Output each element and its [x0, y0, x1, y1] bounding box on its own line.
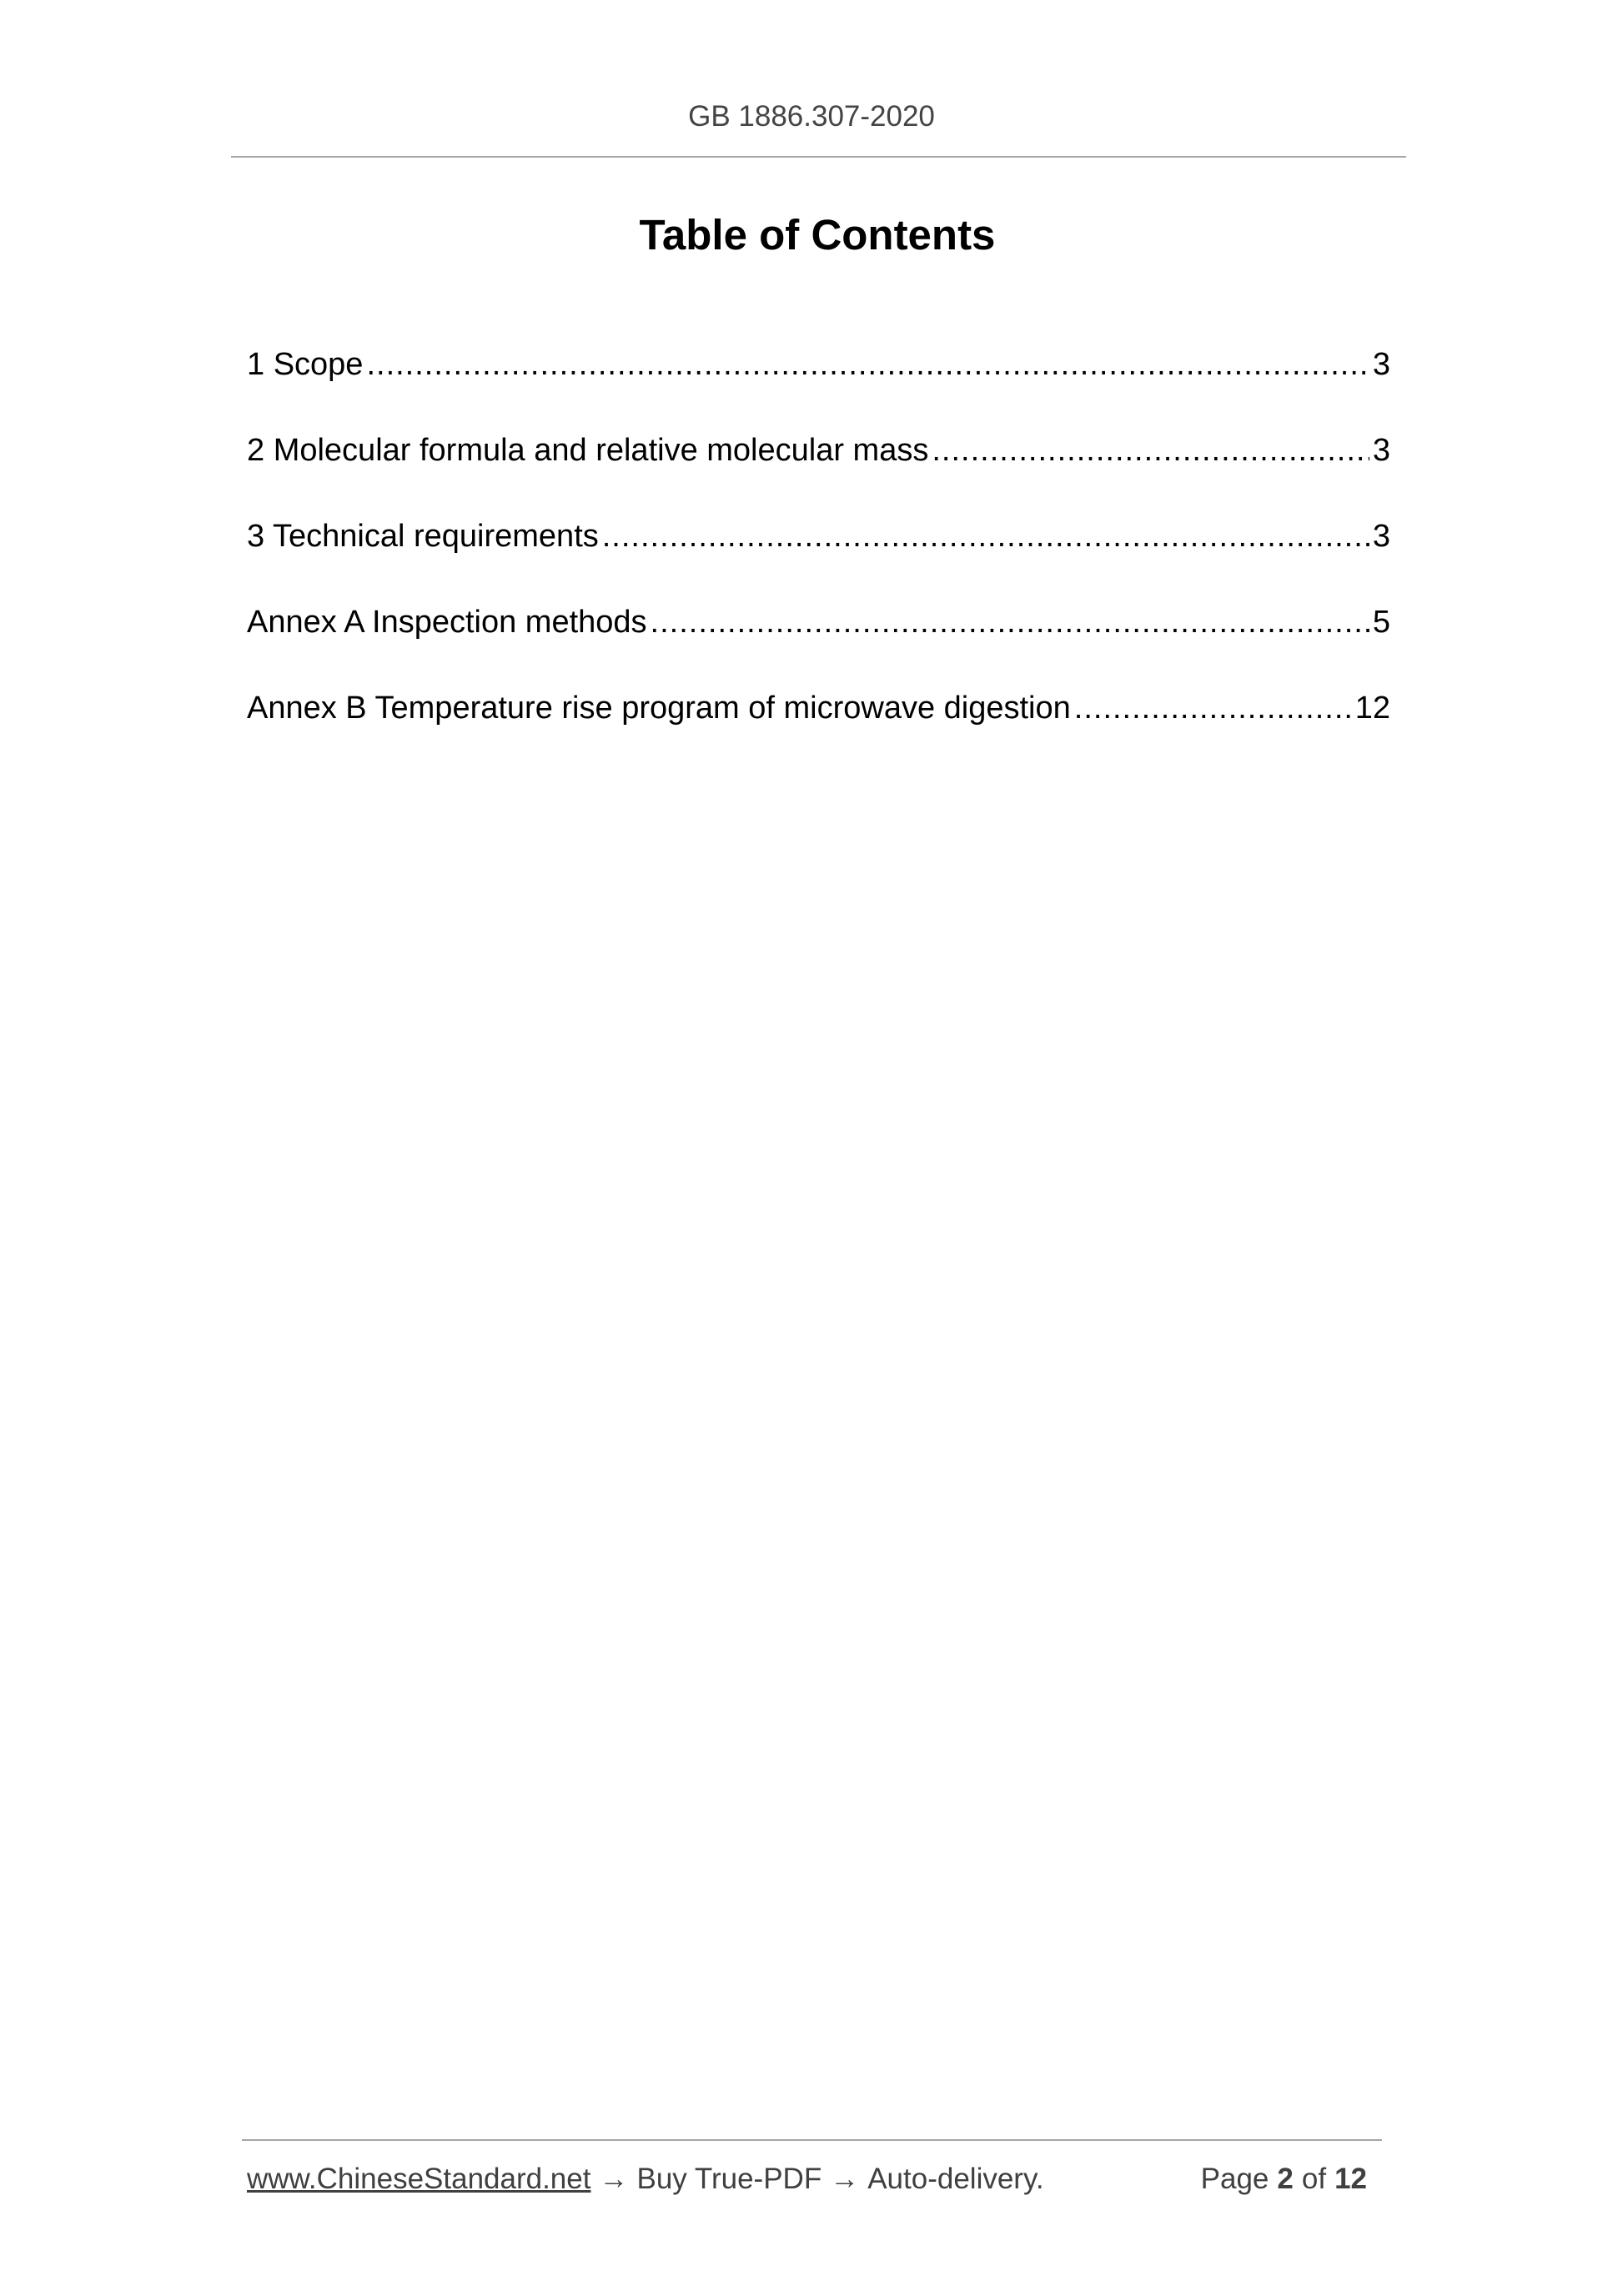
toc-title: Table of Contents — [639, 211, 996, 259]
toc-dot-leader — [932, 425, 1369, 475]
toc-entry-page: 3 — [1372, 519, 1390, 554]
website-link[interactable]: www.ChineseStandard.net — [247, 2163, 591, 2195]
footer-divider — [242, 2139, 1382, 2141]
footer-promo — [247, 2158, 1044, 2200]
buy-text: Buy True-PDF — [636, 2163, 822, 2195]
toc-entry-text: 2 Molecular formula and relative molecular mass — [247, 433, 929, 468]
of-label: of — [1301, 2163, 1327, 2195]
toc-entry-annex-a[interactable] — [247, 597, 1390, 683]
document-code-header: GB 1886.307-2020 — [688, 100, 935, 133]
toc-dot-leader — [1074, 683, 1352, 733]
toc-entry-annex-b[interactable] — [247, 683, 1390, 769]
toc-list — [247, 339, 1390, 769]
toc-dot-leader — [366, 339, 1369, 389]
page-footer — [247, 2158, 1382, 2200]
page-label: Page — [1200, 2163, 1269, 2195]
toc-entry-text: Annex B Temperature rise program of microwave digestion — [247, 691, 1071, 726]
toc-dot-leader — [651, 597, 1369, 647]
toc-entry-page: 3 — [1372, 433, 1390, 468]
toc-entry-text: Annex A Inspection methods — [247, 605, 647, 640]
current-page: 2 — [1277, 2163, 1294, 2195]
page-number — [1201, 2158, 1375, 2200]
toc-entry-text: 3 Technical requirements — [247, 519, 599, 554]
arrow-right-icon: → — [830, 2163, 860, 2195]
total-pages: 12 — [1334, 2163, 1367, 2195]
toc-dot-leader — [602, 511, 1369, 561]
toc-entry-page: 3 — [1372, 347, 1390, 382]
delivery-text: Auto-delivery. — [867, 2163, 1044, 2195]
toc-entry-page: 5 — [1372, 605, 1390, 640]
toc-entry-scope[interactable] — [247, 339, 1390, 425]
header-divider — [231, 156, 1406, 158]
arrow-right-icon: → — [599, 2163, 629, 2195]
toc-entry-technical-requirements[interactable] — [247, 511, 1390, 597]
toc-entry-molecular-formula[interactable] — [247, 425, 1390, 511]
toc-entry-text: 1 Scope — [247, 347, 364, 382]
toc-entry-page: 12 — [1354, 691, 1390, 726]
